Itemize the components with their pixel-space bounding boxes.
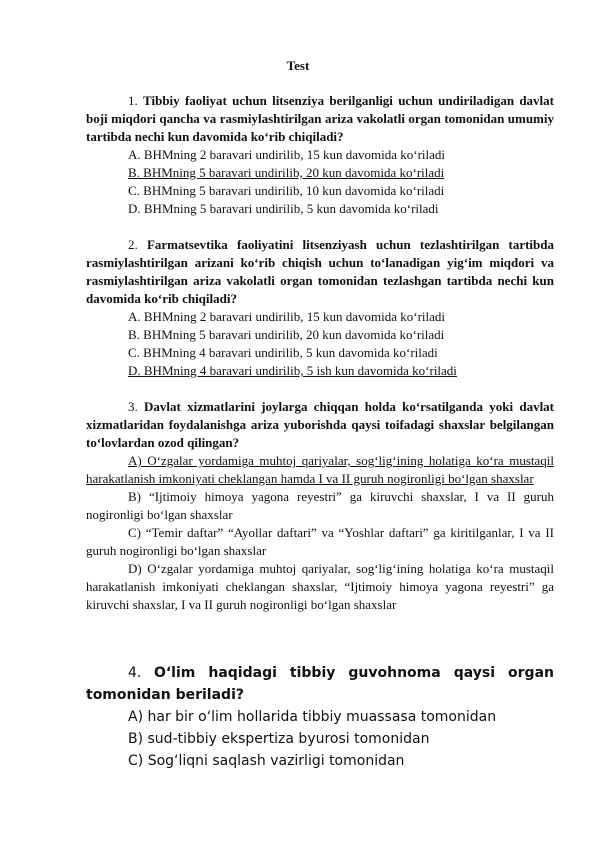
option-d: D) O‘zgalar yordamiga muhtoj qariyalar, sog‘lig‘ining holatiga ko‘ra mustaqil harakatlanish imkoniyati cheklangan shaxslar, “Ijtimoiy himoya yagona reyestri” ga kiruvchi shaxslar, I va II guruh nogironligi bo‘lgan shaxslar <box>86 561 554 612</box>
option-a: A. BHMning 2 baravari undirilib, 15 kun davomida ko‘riladi <box>128 309 446 324</box>
option-d: D. BHMning 5 baravari undirilib, 5 kun davomida ko‘riladi <box>128 201 439 216</box>
option-d: D. BHMning 4 baravari undirilib, 5 ish kun davomida ko‘riladi <box>128 363 457 378</box>
option-a: A) O‘zgalar yordamiga muhtoj qariyalar, sog‘lig‘ining holatiga ko‘ra mustaqil harakatlanish imkoniyati cheklangan hamda I va II guruh nogironligi bo‘lgan shaxslar <box>86 453 554 486</box>
question-number: 2. <box>128 237 138 252</box>
option-c: C) “Temir daftar” “Ayollar daftari” va “Yoshlar daftari” ga kiritilganlar, I va II guruh nogironligi bo‘lgan shaxslar <box>86 525 554 558</box>
question-stem <box>86 92 554 146</box>
question-text: Tibbiy faoliyat uchun litsenziya berilganligi uchun undiriladigan davlat boji miqdori qancha va rasmiylashtirilgan ariza vakolatli organ tomonidan umumiy tartibda nechi kun davomida ko‘rib chiqiladi? <box>86 93 555 144</box>
option-c: C. BHMning 5 baravari undirilib, 10 kun davomida ko‘riladi <box>128 183 445 198</box>
option-b: B) sud-tibbiy ekspertiza byurosi tomonidan <box>128 731 430 747</box>
option-a: A) har bir o‘lim hollarida tibbiy muassasa tomonidan <box>128 709 497 725</box>
option-a: A. BHMning 2 baravari undirilib, 15 kun davomida ko‘riladi <box>128 147 446 162</box>
question-1 <box>86 92 554 218</box>
question-3 <box>86 398 554 614</box>
option-b: B. BHMning 5 baravari undirilib, 20 kun davomida ko‘riladi <box>128 165 445 180</box>
page-title: Test <box>286 58 310 73</box>
option-b: B) “Ijtimoiy himoya yagona reyestri” ga kiruvchi shaxslar, I va II guruh nogironligi bo‘lgan shaxslar <box>86 489 554 522</box>
question-number: 1. <box>128 93 138 108</box>
question-2 <box>86 236 554 380</box>
option-c: C) Sog‘liqni saqlash vazirligi tomonidan <box>128 753 405 769</box>
question-number: 4. <box>128 665 142 681</box>
question-stem <box>86 398 554 452</box>
question-stem <box>86 662 554 706</box>
question-text: Farmatsevtika faoliyatini litsenziyash uchun tezlashtirilgan tartibda rasmiylashtirilgan arizani ko‘rib chiqish uchun to‘lanadigan yig‘im miqdori va rasmiylashtirilgan ariza vakolatli organ tomonidan tezlashgan tartibda nechi kun davomida ko‘rib chiqiladi? <box>86 237 554 306</box>
option-c: C. BHMning 4 baravari undirilib, 5 kun davomida ko‘riladi <box>128 345 438 360</box>
question-text: O‘lim haqidagi tibbiy guvohnoma qaysi organ tomonidan beriladi? <box>86 665 554 703</box>
option-b: B. BHMning 5 baravari undirilib, 20 kun davomida ko‘riladi <box>128 327 445 342</box>
question-stem <box>86 236 554 308</box>
question-4 <box>86 662 554 772</box>
question-number: 3. <box>128 399 138 414</box>
question-text: Davlat xizmatlarini joylarga chiqqan holda ko‘rsatilganda yoki davlat xizmatlaridan foydalanishga ariza yuborishda qaysi toifadagi shaxslar belgilangan to‘lovlardan ozod qilingan? <box>86 399 555 450</box>
